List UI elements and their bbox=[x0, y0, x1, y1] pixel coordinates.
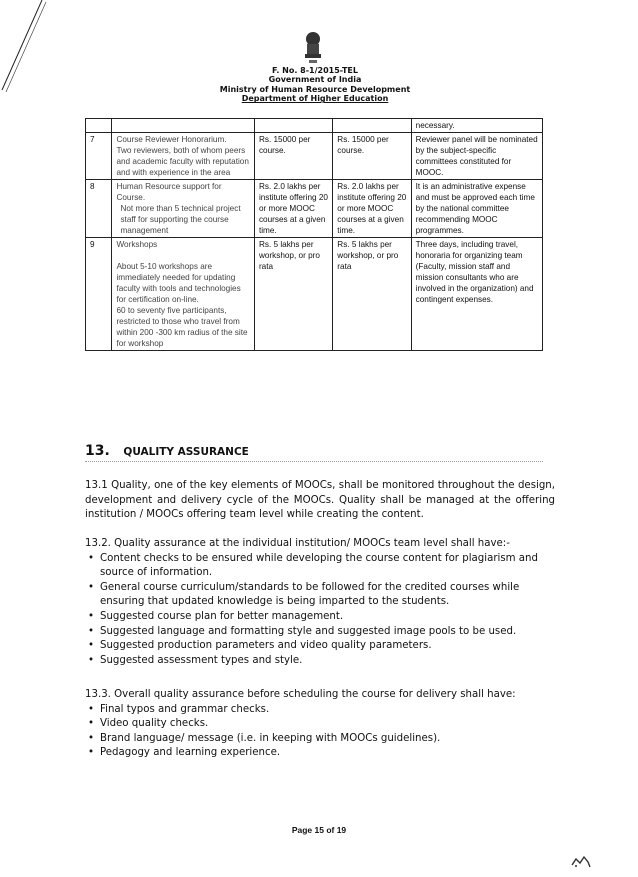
table-cell bbox=[112, 119, 254, 133]
table-row bbox=[86, 119, 543, 133]
state-emblem-icon bbox=[300, 30, 326, 66]
cost-table bbox=[85, 118, 543, 351]
list-item: • Pedagogy and learning experience. bbox=[85, 746, 555, 761]
section-title: QUALITY ASSURANCE bbox=[123, 446, 249, 458]
page-number: Page 15 of 19 bbox=[291, 825, 347, 835]
margin-scribble bbox=[0, 0, 60, 100]
list-item: • Suggested assessment types and style. bbox=[85, 654, 555, 669]
paragraph-text: 13.2. Quality assurance at the individual institution/ MOOCs team level shall have:- bbox=[85, 538, 510, 549]
file-number: F. No. 8-1/2015-TEL bbox=[272, 66, 358, 75]
item-detail: 60 to seventy five participants, restricted to those who travel from within 200 -300 km radius of the site for workshop bbox=[116, 306, 248, 348]
section-13-3 bbox=[85, 688, 555, 761]
row-number: 9 bbox=[86, 238, 112, 351]
remarks-cell: Three days, including travel, honoraria for organizing team (Faculty, mission staff and mission consultants who are involved in the organization) and contingent expenses. bbox=[411, 238, 542, 351]
cost-cell: Rs. 2.0 lakhs per institute offering 20 or more MOOC courses at a given time. bbox=[254, 180, 332, 238]
item-detail: About 5-10 workshops are immediately needed for updating faculty with tools and technologies for certification on-line. bbox=[116, 262, 241, 304]
remarks-cell: Reviewer panel will be nominated by the subject-specific committees constituted for MOOC. bbox=[411, 133, 542, 180]
overall-checks-list bbox=[85, 703, 555, 761]
paragraph-text: 13.1 Quality, one of the key elements of MOOCs, shall be monitored throughout the design, development and delivery cycle of the MOOCs. Quality shall be managed at the offering institution / MOOCs offering team level while creating the content. bbox=[85, 480, 555, 521]
item-description bbox=[112, 238, 254, 351]
table-row bbox=[86, 133, 543, 180]
list-item: • Suggested production parameters and video quality parameters. bbox=[85, 639, 555, 654]
list-item: • Video quality checks. bbox=[85, 717, 555, 732]
cost-cell: Rs. 2.0 lakhs per institute offering 20 or more MOOC courses at a given time. bbox=[333, 180, 411, 238]
government-name: Government of India bbox=[268, 75, 362, 85]
remarks-cell: It is an administrative expense and must be approved each time by the national committee recommending MOOC programmes. bbox=[411, 180, 542, 238]
item-title: Course Reviewer Honorarium. bbox=[116, 135, 227, 144]
list-item: • Brand language/ message (i.e. in keeping with MOOCs guidelines). bbox=[85, 732, 555, 747]
table-cell bbox=[254, 119, 332, 133]
item-description bbox=[112, 133, 254, 180]
row-number: 8 bbox=[86, 180, 112, 238]
cost-cell: Rs. 15000 per course. bbox=[254, 133, 332, 180]
section-heading bbox=[85, 440, 249, 459]
table-cell bbox=[333, 119, 411, 133]
table-cell: necessary. bbox=[411, 119, 542, 133]
stamp-icon bbox=[570, 855, 592, 869]
section-13-2 bbox=[85, 537, 555, 668]
list-item: • Content checks to be ensured while developing the course content for plagiarism and source of information. bbox=[85, 552, 555, 581]
document-header bbox=[180, 66, 450, 104]
section-number: 13. bbox=[85, 443, 110, 459]
table-row bbox=[86, 238, 543, 351]
table-row bbox=[86, 180, 543, 238]
item-detail: Not more than 5 technical project staff for supporting the course management bbox=[120, 204, 241, 235]
cost-cell: Rs. 5 lakhs per workshop, or pro rata bbox=[333, 238, 411, 351]
department-name: Department of Higher Education bbox=[241, 94, 389, 104]
item-title: Workshops bbox=[116, 240, 158, 249]
item-title: Human Resource support for Course. bbox=[116, 182, 222, 202]
row-number: 7 bbox=[86, 133, 112, 180]
paragraph-13-1 bbox=[85, 479, 555, 523]
cost-cell: Rs. 5 lakhs per workshop, or pro rata bbox=[254, 238, 332, 351]
ministry-name: Ministry of Human Resource Development bbox=[219, 84, 411, 94]
section-divider bbox=[85, 461, 543, 462]
table-cell bbox=[86, 119, 112, 133]
quality-checks-list bbox=[85, 552, 555, 669]
list-item: • Final typos and grammar checks. bbox=[85, 703, 555, 718]
list-item: • Suggested language and formatting style and suggested image pools to be used. bbox=[85, 625, 555, 640]
item-detail: Two reviewers, both of whom peers and academic faculty with reputation and with experience in the area bbox=[116, 146, 249, 177]
cost-cell: Rs. 15000 per course. bbox=[333, 133, 411, 180]
list-item: • General course curriculum/standards to be followed for the credited courses while ensuring that updated knowledge is being imparted to the students. bbox=[85, 581, 555, 610]
paragraph-text: 13.3. Overall quality assurance before scheduling the course for delivery shall have: bbox=[85, 689, 516, 700]
item-description bbox=[112, 180, 254, 238]
list-item: • Suggested course plan for better management. bbox=[85, 610, 555, 625]
